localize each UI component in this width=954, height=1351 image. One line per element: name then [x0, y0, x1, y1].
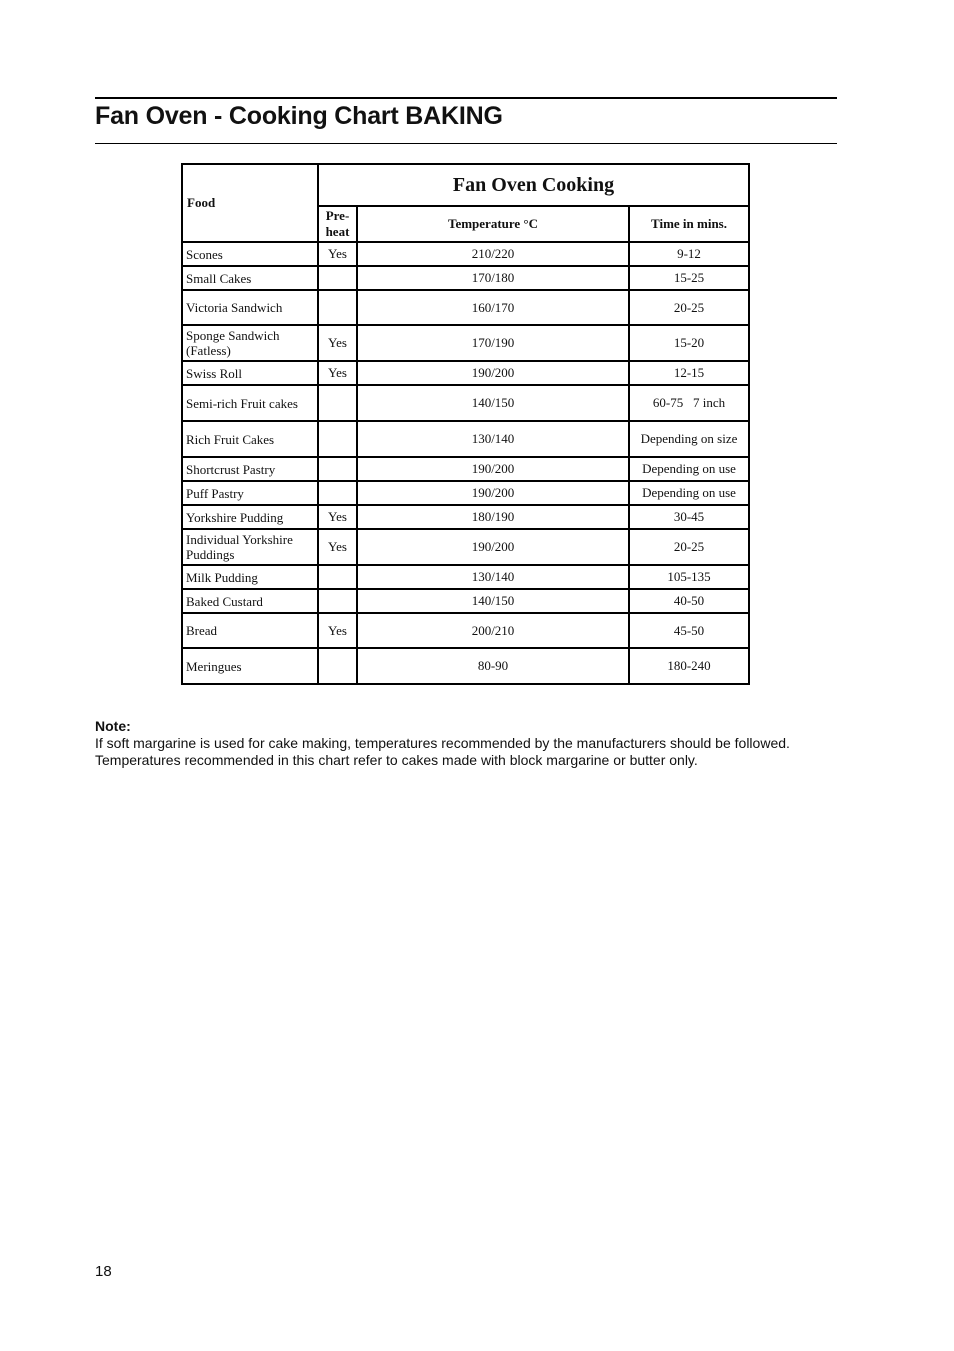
cell-temperature: 80-90 [357, 648, 629, 684]
cell-food: Sponge Sandwich (Fatless) [182, 325, 318, 361]
cell-time: 30-45 [629, 505, 749, 529]
cell-preheat: Yes [318, 361, 357, 385]
table-row [182, 290, 749, 325]
cell-time: 20-25 [629, 529, 749, 565]
cell-preheat [318, 421, 357, 457]
table-row [182, 325, 749, 361]
cell-food: Milk Pudding [182, 565, 318, 589]
table-row [182, 385, 749, 421]
table-row [182, 421, 749, 457]
cell-temperature: 170/180 [357, 266, 629, 290]
cell-temperature: 210/220 [357, 242, 629, 266]
header-preheat: Pre- heat [318, 206, 357, 242]
header-food: Food [182, 164, 318, 242]
title-bottom-rule [95, 143, 837, 144]
cell-preheat [318, 565, 357, 589]
page-number: 18 [95, 1263, 112, 1280]
table-row [182, 613, 749, 648]
cell-preheat [318, 385, 357, 421]
page-title: Fan Oven - Cooking Chart BAKING [95, 102, 503, 130]
cell-food: Meringues [182, 648, 318, 684]
cell-time: 45-50 [629, 613, 749, 648]
table-row [182, 481, 749, 505]
table-row [182, 648, 749, 684]
cell-temperature: 140/150 [357, 589, 629, 613]
table-row [182, 242, 749, 266]
title-top-rule [95, 97, 837, 99]
cell-temperature: 190/200 [357, 481, 629, 505]
note-heading: Note: [95, 718, 131, 734]
cell-time: 9-12 [629, 242, 749, 266]
table-row [182, 529, 749, 565]
cell-preheat [318, 266, 357, 290]
cell-food: Individual Yorkshire Puddings [182, 529, 318, 565]
cell-preheat: Yes [318, 529, 357, 565]
header-fan-oven-cooking: Fan Oven Cooking [318, 164, 749, 206]
cell-preheat: Yes [318, 325, 357, 361]
baking-chart-table [181, 163, 750, 685]
cell-preheat [318, 290, 357, 325]
cell-food: Swiss Roll [182, 361, 318, 385]
note-line: If soft margarine is used for cake making, temperatures recommended by the manufacturers should be followed. [95, 735, 790, 751]
cell-food: Scones [182, 242, 318, 266]
cell-time: 40-50 [629, 589, 749, 613]
cell-temperature: 160/170 [357, 290, 629, 325]
cell-food: Rich Fruit Cakes [182, 421, 318, 457]
table-row [182, 457, 749, 481]
note-line: Temperatures recommended in this chart refer to cakes made with block margarine or butter only. [95, 752, 698, 768]
cell-preheat [318, 481, 357, 505]
cell-preheat: Yes [318, 505, 357, 529]
cell-temperature: 180/190 [357, 505, 629, 529]
cell-time: Depending on use [629, 481, 749, 505]
cell-time: Depending on use [629, 457, 749, 481]
cell-time: 12-15 [629, 361, 749, 385]
cell-time: 105-135 [629, 565, 749, 589]
cell-temperature: 200/210 [357, 613, 629, 648]
cell-food: Yorkshire Pudding [182, 505, 318, 529]
table-row [182, 589, 749, 613]
cell-food: Victoria Sandwich [182, 290, 318, 325]
header-temperature: Temperature °C [357, 206, 629, 242]
cell-food: Small Cakes [182, 266, 318, 290]
cell-preheat: Yes [318, 613, 357, 648]
header-time: Time in mins. [629, 206, 749, 242]
cell-time: 15-25 [629, 266, 749, 290]
table-row [182, 361, 749, 385]
cell-food: Puff Pastry [182, 481, 318, 505]
cell-food: Bread [182, 613, 318, 648]
table-row [182, 266, 749, 290]
cell-time: 15-20 [629, 325, 749, 361]
cell-time: 60-75 7 inch [629, 385, 749, 421]
cell-preheat [318, 457, 357, 481]
cell-time: Depending on size [629, 421, 749, 457]
cell-temperature: 140/150 [357, 385, 629, 421]
table-row [182, 505, 749, 529]
cell-time: 20-25 [629, 290, 749, 325]
cell-temperature: 170/190 [357, 325, 629, 361]
table-row [182, 565, 749, 589]
cell-food: Semi-rich Fruit cakes [182, 385, 318, 421]
cell-food: Shortcrust Pastry [182, 457, 318, 481]
cell-preheat: Yes [318, 242, 357, 266]
cell-temperature: 190/200 [357, 361, 629, 385]
cell-food: Baked Custard [182, 589, 318, 613]
cell-preheat [318, 589, 357, 613]
cell-preheat [318, 648, 357, 684]
cell-temperature: 130/140 [357, 421, 629, 457]
cell-temperature: 190/200 [357, 457, 629, 481]
cell-temperature: 190/200 [357, 529, 629, 565]
cell-temperature: 130/140 [357, 565, 629, 589]
cell-time: 180-240 [629, 648, 749, 684]
